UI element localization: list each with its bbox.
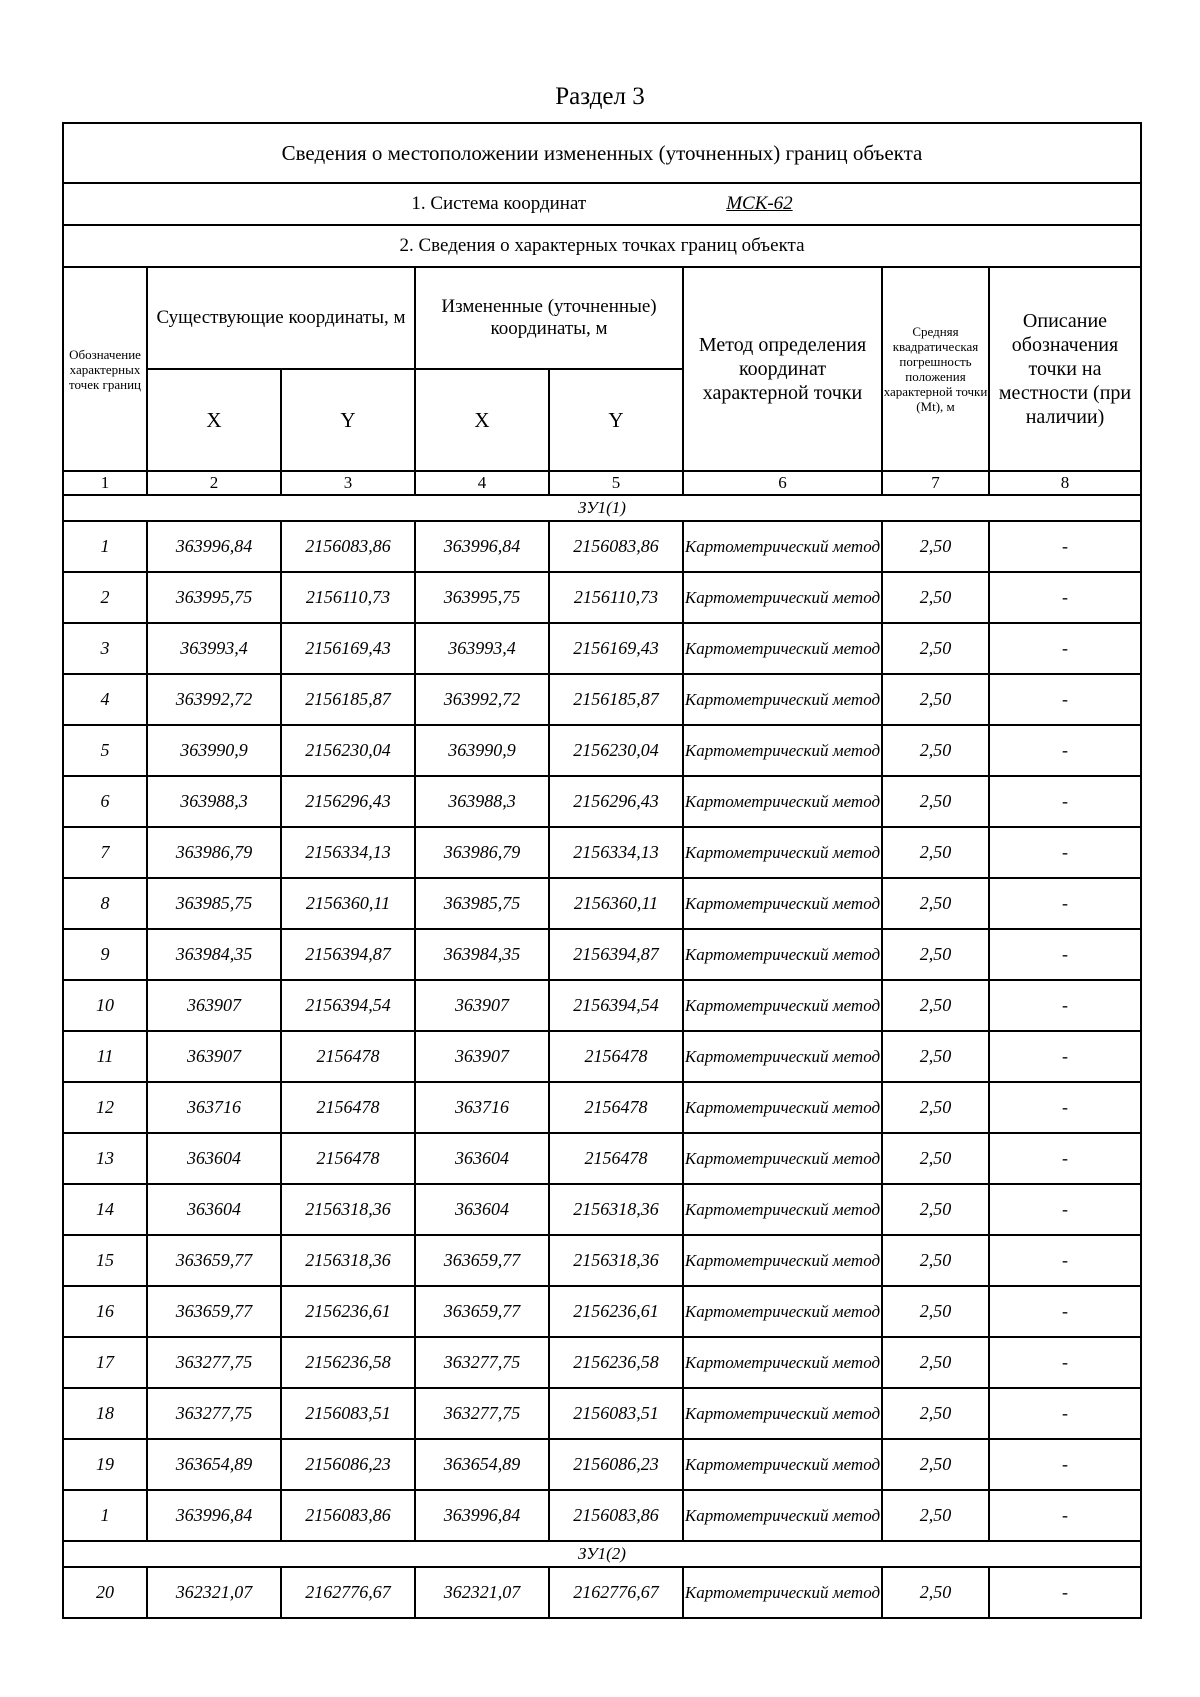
cell-existing-x: 363992,72 bbox=[147, 674, 281, 725]
cell-changed-x: 363995,75 bbox=[415, 572, 549, 623]
cell-point-id: 14 bbox=[63, 1184, 147, 1235]
cell-existing-y: 2156083,51 bbox=[281, 1388, 415, 1439]
cell-existing-y: 2156318,36 bbox=[281, 1184, 415, 1235]
header-method: Метод определения координат характерной точки bbox=[683, 267, 882, 471]
header-changed-y: Y bbox=[549, 369, 683, 471]
cell-method: Картометрический метод bbox=[683, 572, 882, 623]
cell-error: 2,50 bbox=[882, 878, 989, 929]
header-existing-y: Y bbox=[281, 369, 415, 471]
table-row bbox=[63, 521, 1141, 572]
cell-description: - bbox=[989, 1082, 1141, 1133]
cell-point-id: 13 bbox=[63, 1133, 147, 1184]
table-row bbox=[63, 1133, 1141, 1184]
table-row bbox=[63, 725, 1141, 776]
cell-changed-y: 2156334,13 bbox=[549, 827, 683, 878]
cell-description: - bbox=[989, 1567, 1141, 1618]
cell-error: 2,50 bbox=[882, 623, 989, 674]
table-row bbox=[63, 623, 1141, 674]
cell-error: 2,50 bbox=[882, 674, 989, 725]
cell-existing-y: 2156296,43 bbox=[281, 776, 415, 827]
header-existing-x: X bbox=[147, 369, 281, 471]
cell-point-id: 12 bbox=[63, 1082, 147, 1133]
cell-changed-x: 363907 bbox=[415, 1031, 549, 1082]
cell-changed-x: 363604 bbox=[415, 1184, 549, 1235]
cell-method: Картометрический метод bbox=[683, 1184, 882, 1235]
cell-description: - bbox=[989, 1235, 1141, 1286]
cell-existing-x: 363659,77 bbox=[147, 1235, 281, 1286]
cell-existing-y: 2156394,54 bbox=[281, 980, 415, 1031]
cell-changed-y: 2156478 bbox=[549, 1082, 683, 1133]
cell-changed-y: 2156083,51 bbox=[549, 1388, 683, 1439]
cell-existing-x: 363604 bbox=[147, 1133, 281, 1184]
cell-error: 2,50 bbox=[882, 776, 989, 827]
group-row bbox=[63, 495, 1141, 521]
table-row bbox=[63, 776, 1141, 827]
cell-existing-x: 363996,84 bbox=[147, 521, 281, 572]
cell-changed-y: 2156394,87 bbox=[549, 929, 683, 980]
cell-existing-x: 363996,84 bbox=[147, 1490, 281, 1541]
cell-changed-x: 363986,79 bbox=[415, 827, 549, 878]
column-number: 4 bbox=[415, 471, 549, 495]
cell-existing-x: 363984,35 bbox=[147, 929, 281, 980]
cell-error: 2,50 bbox=[882, 521, 989, 572]
cell-description: - bbox=[989, 1439, 1141, 1490]
cell-error: 2,50 bbox=[882, 1567, 989, 1618]
cell-method: Картометрический метод bbox=[683, 1567, 882, 1618]
cell-changed-y: 2156478 bbox=[549, 1133, 683, 1184]
cell-changed-x: 363988,3 bbox=[415, 776, 549, 827]
points-label: 2. Сведения о характерных точках границ объекта bbox=[63, 225, 1141, 267]
cell-changed-y: 2156236,61 bbox=[549, 1286, 683, 1337]
cell-existing-y: 2156334,13 bbox=[281, 827, 415, 878]
cell-changed-y: 2156478 bbox=[549, 1031, 683, 1082]
cell-changed-x: 363993,4 bbox=[415, 623, 549, 674]
cell-changed-y: 2162776,67 bbox=[549, 1567, 683, 1618]
header-changed-x: X bbox=[415, 369, 549, 471]
cell-point-id: 7 bbox=[63, 827, 147, 878]
page-title: Раздел 3 bbox=[555, 83, 645, 110]
cell-changed-x: 363277,75 bbox=[415, 1388, 549, 1439]
cell-changed-x: 363907 bbox=[415, 980, 549, 1031]
cell-existing-y: 2156083,86 bbox=[281, 1490, 415, 1541]
cell-changed-x: 363659,77 bbox=[415, 1235, 549, 1286]
cell-description: - bbox=[989, 572, 1141, 623]
cell-changed-x: 363654,89 bbox=[415, 1439, 549, 1490]
cell-existing-y: 2156478 bbox=[281, 1082, 415, 1133]
cell-method: Картометрический метод bbox=[683, 1082, 882, 1133]
cell-point-id: 17 bbox=[63, 1337, 147, 1388]
cell-existing-y: 2156394,87 bbox=[281, 929, 415, 980]
cell-point-id: 4 bbox=[63, 674, 147, 725]
cell-existing-y: 2156360,11 bbox=[281, 878, 415, 929]
cell-existing-x: 363993,4 bbox=[147, 623, 281, 674]
cell-changed-x: 363277,75 bbox=[415, 1337, 549, 1388]
cell-changed-y: 2156086,23 bbox=[549, 1439, 683, 1490]
cell-existing-y: 2156230,04 bbox=[281, 725, 415, 776]
cell-point-id: 16 bbox=[63, 1286, 147, 1337]
cell-method: Картометрический метод bbox=[683, 1439, 882, 1490]
cell-point-id: 18 bbox=[63, 1388, 147, 1439]
table-row bbox=[63, 827, 1141, 878]
cell-changed-y: 2156318,36 bbox=[549, 1235, 683, 1286]
column-number: 8 bbox=[989, 471, 1141, 495]
coordinates-table bbox=[62, 122, 1142, 1619]
table-row bbox=[63, 1567, 1141, 1618]
header-changed-coords: Измененные (уточненные) координаты, м bbox=[415, 267, 683, 369]
cell-changed-x: 363992,72 bbox=[415, 674, 549, 725]
cell-existing-y: 2156236,58 bbox=[281, 1337, 415, 1388]
cell-changed-y: 2156083,86 bbox=[549, 521, 683, 572]
cell-changed-x: 363985,75 bbox=[415, 878, 549, 929]
cell-method: Картометрический метод bbox=[683, 725, 882, 776]
cell-method: Картометрический метод bbox=[683, 1235, 882, 1286]
table-row bbox=[63, 980, 1141, 1031]
cell-changed-y: 2156236,58 bbox=[549, 1337, 683, 1388]
coord-system-label: 1. Система координат bbox=[411, 193, 587, 214]
cell-point-id: 19 bbox=[63, 1439, 147, 1490]
column-number: 3 bbox=[281, 471, 415, 495]
cell-existing-y: 2162776,67 bbox=[281, 1567, 415, 1618]
column-number: 5 bbox=[549, 471, 683, 495]
cell-existing-y: 2156318,36 bbox=[281, 1235, 415, 1286]
cell-description: - bbox=[989, 674, 1141, 725]
table-row bbox=[63, 1337, 1141, 1388]
cell-point-id: 3 bbox=[63, 623, 147, 674]
cell-existing-x: 363654,89 bbox=[147, 1439, 281, 1490]
cell-description: - bbox=[989, 725, 1141, 776]
cell-changed-x: 363604 bbox=[415, 1133, 549, 1184]
cell-point-id: 2 bbox=[63, 572, 147, 623]
cell-error: 2,50 bbox=[882, 1337, 989, 1388]
cell-method: Картометрический метод bbox=[683, 1490, 882, 1541]
cell-point-id: 6 bbox=[63, 776, 147, 827]
section-title: Сведения о местоположении измененных (уточненных) границ объекта bbox=[63, 123, 1141, 183]
cell-method: Картометрический метод bbox=[683, 623, 882, 674]
cell-description: - bbox=[989, 1184, 1141, 1235]
cell-existing-y: 2156169,43 bbox=[281, 623, 415, 674]
table-row bbox=[63, 1490, 1141, 1541]
cell-changed-y: 2156318,36 bbox=[549, 1184, 683, 1235]
cell-error: 2,50 bbox=[882, 1286, 989, 1337]
column-number: 7 bbox=[882, 471, 989, 495]
cell-point-id: 20 bbox=[63, 1567, 147, 1618]
cell-method: Картометрический метод bbox=[683, 1031, 882, 1082]
table-row bbox=[63, 878, 1141, 929]
cell-error: 2,50 bbox=[882, 1184, 989, 1235]
cell-error: 2,50 bbox=[882, 1490, 989, 1541]
cell-point-id: 10 bbox=[63, 980, 147, 1031]
cell-method: Картометрический метод bbox=[683, 1337, 882, 1388]
cell-changed-x: 362321,07 bbox=[415, 1567, 549, 1618]
cell-error: 2,50 bbox=[882, 1235, 989, 1286]
cell-existing-y: 2156478 bbox=[281, 1133, 415, 1184]
cell-point-id: 5 bbox=[63, 725, 147, 776]
cell-point-id: 1 bbox=[63, 521, 147, 572]
cell-point-id: 9 bbox=[63, 929, 147, 980]
cell-error: 2,50 bbox=[882, 572, 989, 623]
cell-existing-x: 363604 bbox=[147, 1184, 281, 1235]
table-row bbox=[63, 929, 1141, 980]
cell-point-id: 8 bbox=[63, 878, 147, 929]
group-label: ЗУ1(2) bbox=[63, 1541, 1141, 1567]
cell-error: 2,50 bbox=[882, 980, 989, 1031]
cell-point-id: 1 bbox=[63, 1490, 147, 1541]
cell-changed-y: 2156360,11 bbox=[549, 878, 683, 929]
coord-system-value: МСК-62 bbox=[726, 193, 793, 214]
cell-description: - bbox=[989, 878, 1141, 929]
group-label: ЗУ1(1) bbox=[63, 495, 1141, 521]
cell-changed-y: 2156169,43 bbox=[549, 623, 683, 674]
cell-changed-y: 2156394,54 bbox=[549, 980, 683, 1031]
cell-description: - bbox=[989, 521, 1141, 572]
cell-existing-y: 2156110,73 bbox=[281, 572, 415, 623]
cell-changed-y: 2156110,73 bbox=[549, 572, 683, 623]
cell-description: - bbox=[989, 623, 1141, 674]
cell-existing-x: 363277,75 bbox=[147, 1337, 281, 1388]
cell-point-id: 11 bbox=[63, 1031, 147, 1082]
cell-error: 2,50 bbox=[882, 1439, 989, 1490]
cell-existing-y: 2156083,86 bbox=[281, 521, 415, 572]
cell-error: 2,50 bbox=[882, 1388, 989, 1439]
cell-method: Картометрический метод bbox=[683, 878, 882, 929]
table-row bbox=[63, 1082, 1141, 1133]
cell-description: - bbox=[989, 776, 1141, 827]
cell-point-id: 15 bbox=[63, 1235, 147, 1286]
cell-description: - bbox=[989, 980, 1141, 1031]
cell-existing-x: 363907 bbox=[147, 980, 281, 1031]
cell-description: - bbox=[989, 1133, 1141, 1184]
header-description: Описание обозначения точки на местности (при наличии) bbox=[989, 267, 1141, 471]
coord-system-row bbox=[63, 183, 1141, 225]
column-number: 2 bbox=[147, 471, 281, 495]
cell-error: 2,50 bbox=[882, 1082, 989, 1133]
cell-description: - bbox=[989, 1031, 1141, 1082]
cell-method: Картометрический метод bbox=[683, 1133, 882, 1184]
cell-existing-y: 2156236,61 bbox=[281, 1286, 415, 1337]
column-number: 1 bbox=[63, 471, 147, 495]
cell-existing-y: 2156185,87 bbox=[281, 674, 415, 725]
cell-error: 2,50 bbox=[882, 725, 989, 776]
table-row bbox=[63, 1031, 1141, 1082]
cell-existing-x: 363985,75 bbox=[147, 878, 281, 929]
cell-changed-x: 363984,35 bbox=[415, 929, 549, 980]
cell-existing-y: 2156086,23 bbox=[281, 1439, 415, 1490]
cell-existing-x: 363716 bbox=[147, 1082, 281, 1133]
cell-method: Картометрический метод bbox=[683, 1286, 882, 1337]
cell-changed-y: 2156083,86 bbox=[549, 1490, 683, 1541]
group-row bbox=[63, 1541, 1141, 1567]
cell-description: - bbox=[989, 1337, 1141, 1388]
cell-description: - bbox=[989, 1388, 1141, 1439]
cell-description: - bbox=[989, 827, 1141, 878]
cell-method: Картометрический метод bbox=[683, 827, 882, 878]
cell-error: 2,50 bbox=[882, 1133, 989, 1184]
cell-changed-x: 363996,84 bbox=[415, 521, 549, 572]
cell-error: 2,50 bbox=[882, 929, 989, 980]
cell-existing-x: 362321,07 bbox=[147, 1567, 281, 1618]
cell-description: - bbox=[989, 1490, 1141, 1541]
table-row bbox=[63, 1286, 1141, 1337]
cell-method: Картометрический метод bbox=[683, 776, 882, 827]
header-point-id: Обозначение характерных точек границ bbox=[63, 267, 147, 471]
cell-method: Картометрический метод bbox=[683, 1388, 882, 1439]
table-row bbox=[63, 1388, 1141, 1439]
cell-method: Картометрический метод bbox=[683, 674, 882, 725]
cell-error: 2,50 bbox=[882, 827, 989, 878]
header-existing-coords: Существующие координаты, м bbox=[147, 267, 415, 369]
header-error: Средняя квадратическая погрешность положения характерной точки (Mt), м bbox=[882, 267, 989, 471]
cell-description: - bbox=[989, 1286, 1141, 1337]
cell-changed-y: 2156296,43 bbox=[549, 776, 683, 827]
table-row bbox=[63, 1235, 1141, 1286]
table-row bbox=[63, 1184, 1141, 1235]
cell-existing-y: 2156478 bbox=[281, 1031, 415, 1082]
cell-existing-x: 363907 bbox=[147, 1031, 281, 1082]
cell-existing-x: 363995,75 bbox=[147, 572, 281, 623]
cell-changed-y: 2156230,04 bbox=[549, 725, 683, 776]
cell-error: 2,50 bbox=[882, 1031, 989, 1082]
cell-existing-x: 363277,75 bbox=[147, 1388, 281, 1439]
cell-existing-x: 363990,9 bbox=[147, 725, 281, 776]
cell-method: Картометрический метод bbox=[683, 929, 882, 980]
cell-changed-x: 363659,77 bbox=[415, 1286, 549, 1337]
cell-changed-y: 2156185,87 bbox=[549, 674, 683, 725]
table-row bbox=[63, 572, 1141, 623]
cell-existing-x: 363986,79 bbox=[147, 827, 281, 878]
cell-existing-x: 363988,3 bbox=[147, 776, 281, 827]
cell-description: - bbox=[989, 929, 1141, 980]
cell-method: Картометрический метод bbox=[683, 521, 882, 572]
column-number: 6 bbox=[683, 471, 882, 495]
cell-existing-x: 363659,77 bbox=[147, 1286, 281, 1337]
cell-method: Картометрический метод bbox=[683, 980, 882, 1031]
cell-changed-x: 363996,84 bbox=[415, 1490, 549, 1541]
cell-changed-x: 363990,9 bbox=[415, 725, 549, 776]
cell-changed-x: 363716 bbox=[415, 1082, 549, 1133]
table-row bbox=[63, 1439, 1141, 1490]
table-row bbox=[63, 674, 1141, 725]
